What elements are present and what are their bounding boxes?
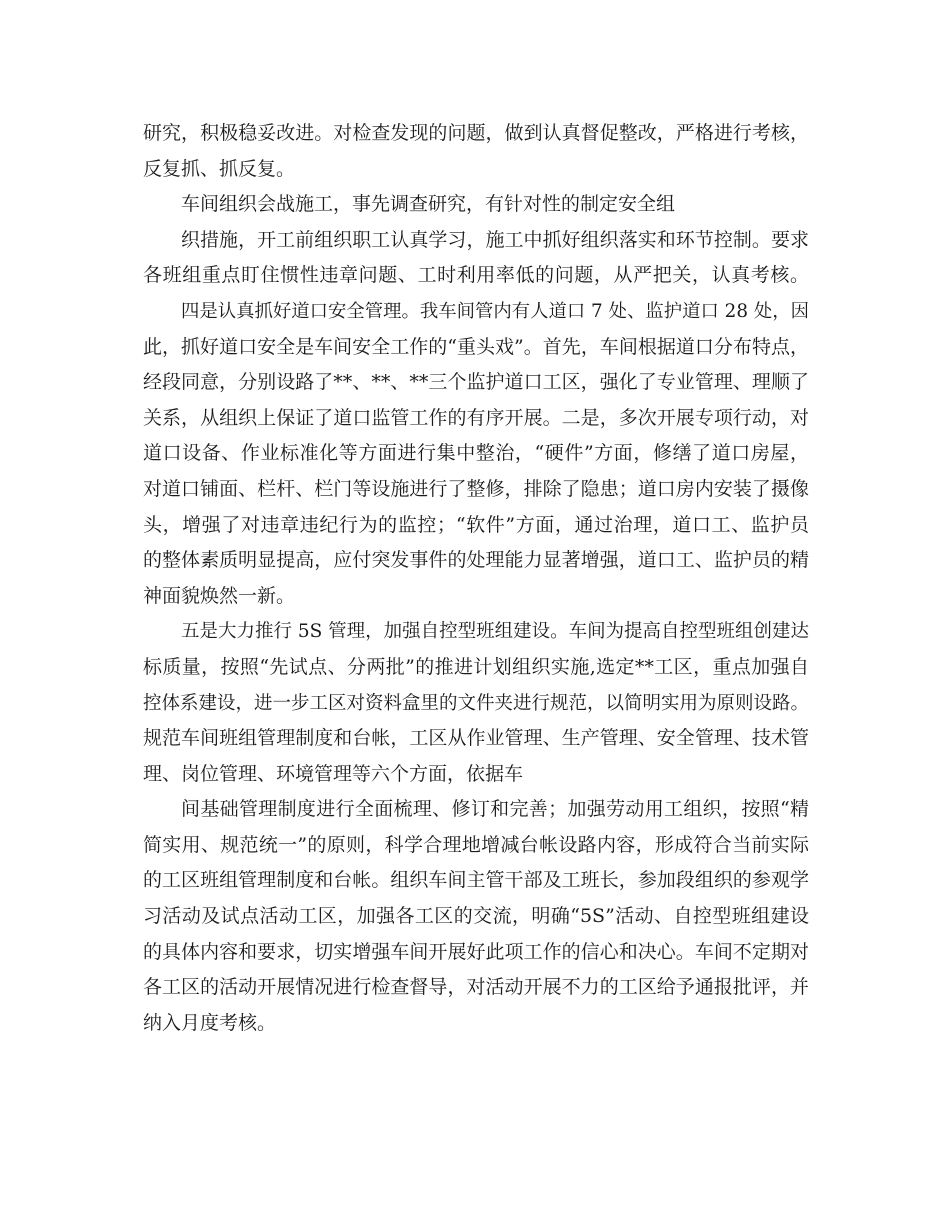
document-body <box>143 116 809 1041</box>
text-line: 标质量，按照“先试点、分两批”的推进计划组织实施,选定**工区，重点加强自 <box>143 655 809 678</box>
text-line: 的整体素质明显提高，应付突发事件的处理能力显著增强，道口工、监护员的精 <box>143 549 809 572</box>
text-line: 简实用、规范统一”的原则，科学合理地增减台帐设路内容，形成符合当前实际 <box>143 833 809 856</box>
text-line: 习活动及试点活动工区，加强各工区的交流，明确“5S”活动、自控型班组建设 <box>143 905 809 928</box>
text-line: 道口设备、作业标准化等方面进行集中整治，“硬件”方面，修缮了道口房屋， <box>143 442 809 465</box>
text-line: 研究，积极稳妥改进。对检查发现的问题，做到认真督促整改，严格进行考核， <box>143 122 809 144</box>
text-line: 规范车间班组管理制度和台帐，工区从作业管理、生产管理、安全管理、技术管 <box>143 727 809 750</box>
text-line: 理、岗位管理、环境管理等六个方面，依据车 <box>143 762 524 785</box>
text-line: 四是认真抓好道口安全管理。我车间管内有人道口 7 处、监护道口 28 处，因 <box>181 300 809 322</box>
text-line: 控体系建设，进一步工区对资料盒里的文件夹进行规范，以简明实用为原则设路。 <box>143 692 810 714</box>
text-line: 各工区的活动开展情况进行检查督导，对活动开展不力的工区给予通报批评，并 <box>143 976 809 999</box>
text-line: 此，抓好道口安全是车间安全工作的“重头戏”。首先，车间根据道口分布特点， <box>143 335 809 358</box>
text-line: 反复抓、抓反复。 <box>143 157 296 180</box>
text-line: 各班组重点盯住惯性违章问题、工时利用率低的问题，从严把关，认真考核。 <box>143 264 809 287</box>
text-line: 头，增强了对违章违纪行为的监控；“软件”方面，通过治理，道口工、监护员 <box>143 513 809 536</box>
text-line: 关系，从组织上保证了道口监管工作的有序开展。二是，多次开展专项行动，对 <box>143 406 809 429</box>
text-line: 对道口铺面、栏杆、栏门等设施进行了整修，排除了隐患；道口房内安装了摄像 <box>143 477 809 500</box>
text-line: 车间组织会战施工，事先调查研究，有针对性的制定安全组 <box>181 193 676 216</box>
text-line: 经段同意，分别设路了**、**、**三个监护道口工区，强化了专业管理、理顺了 <box>143 371 809 394</box>
text-line: 的工区班组管理制度和台帐。组织车间主管干部及工班长，参加段组织的参观学 <box>143 869 809 892</box>
text-line: 间基础管理制度进行全面梳理、修订和完善；加强劳动用工组织，按照“精 <box>181 798 809 821</box>
text-line: 的具体内容和要求，切实增强车间开展好此项工作的信心和决心。车间不定期对 <box>143 940 809 963</box>
text-line: 神面貌焕然一新。 <box>143 584 296 607</box>
text-line: 五是大力推行 5S 管理，加强自控型班组建设。车间为提高自控型班组创建达 <box>181 621 809 643</box>
text-line: 纳入月度考核。 <box>143 1011 277 1034</box>
text-line: 织措施，开工前组织职工认真学习，施工中抓好组织落实和环节控制。要求 <box>181 228 809 251</box>
